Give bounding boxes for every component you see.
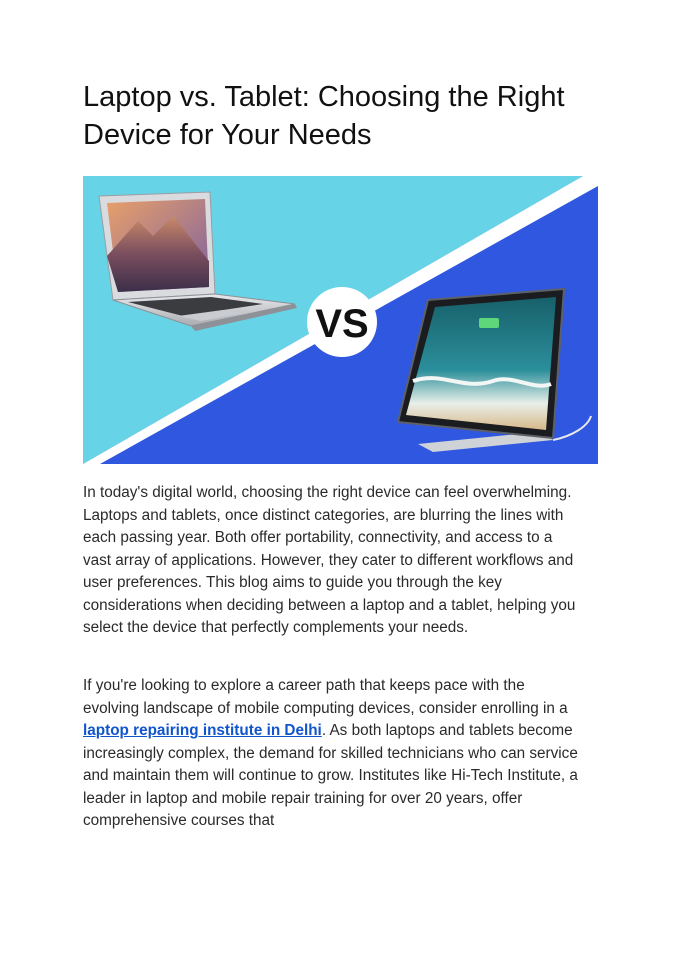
hero-image <box>83 176 598 464</box>
vs-badge-text: VS <box>315 302 369 346</box>
laptop-repairing-institute-link[interactable]: laptop repairing institute in Delhi <box>83 722 322 739</box>
laptop-vs-tablet-illustration <box>83 176 598 464</box>
page-title: Laptop vs. Tablet: Choosing the Right Device for Your Needs <box>83 81 565 151</box>
intro-paragraph: In today's digital world, choosing the right device can feel overwhelming. Laptops and tablets, once distinct categories, are blurring the lines with each passing year. Both offer portability, connectivity, and access to a vast array of applications. However, they cater to different workflows and user preferences. This blog aims to guide you through the key considerations when deciding between a laptop and a tablet, helping you select the device that perfectly complements your needs. <box>83 484 576 636</box>
career-paragraph-text-before: If you're looking to explore a career path that keeps pace with the evolving landscape of mobile computing devices, consider enrolling in a <box>83 677 568 717</box>
career-paragraph-text-after: . As both laptops and tablets become increasingly complex, the demand for skilled technicians who can service and maintain them will continue to grow. Institutes like Hi-Tech Institute, a leader in laptop and mobile repair training for over 20 years, offer comprehensive courses that <box>83 722 578 829</box>
vs-badge <box>307 287 377 357</box>
career-paragraph <box>83 675 583 833</box>
